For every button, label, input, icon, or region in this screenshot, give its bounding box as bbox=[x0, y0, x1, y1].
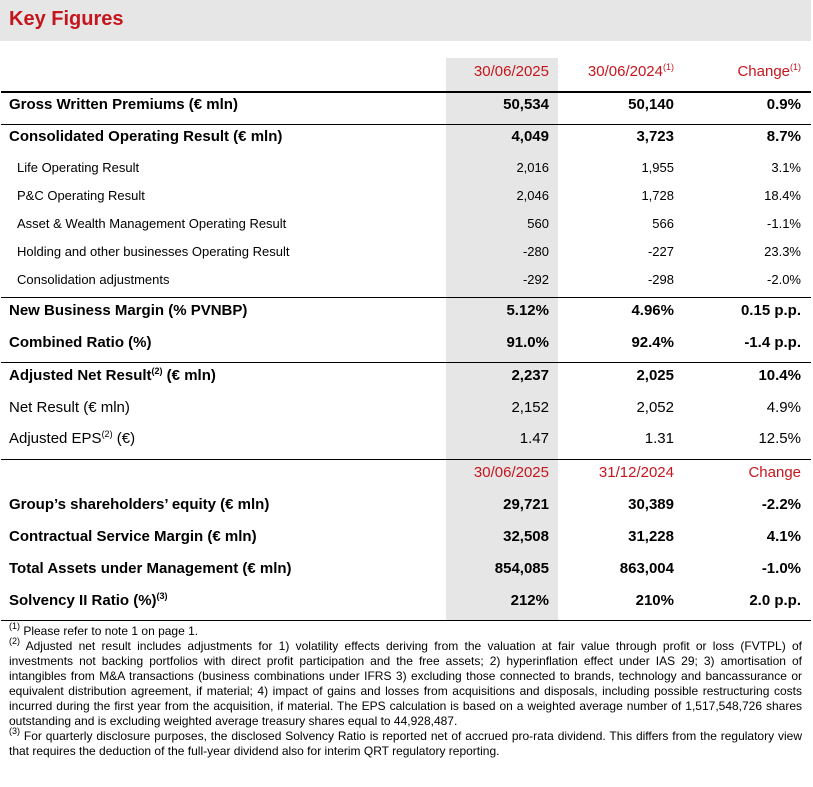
row-label: Group’s shareholders’ equity (€ mln) bbox=[9, 496, 270, 513]
divider bbox=[1, 91, 811, 93]
column-header-change: Change$^{(1)}$ bbox=[737, 62, 801, 80]
value-previous: 1,728 bbox=[641, 188, 674, 203]
value-previous: -298 bbox=[647, 272, 674, 287]
divider bbox=[1, 124, 811, 125]
divider bbox=[1, 459, 811, 460]
value-current: 2,016 bbox=[516, 160, 549, 175]
value-change: -1.0% bbox=[761, 560, 801, 577]
title-bar bbox=[0, 0, 811, 41]
value-current: 4,049 bbox=[511, 128, 549, 145]
value-previous: -227 bbox=[647, 244, 674, 259]
row-label: Contractual Service Margin (€ mln) bbox=[9, 528, 257, 545]
divider bbox=[1, 362, 811, 363]
value-change: 23.3% bbox=[764, 244, 801, 259]
footnote: $^{(1)}$ Please refer to note 1 on page 1. bbox=[9, 621, 199, 638]
value-current: -292 bbox=[522, 272, 549, 287]
value-current: 560 bbox=[527, 216, 549, 231]
value-change: 8.7% bbox=[766, 128, 801, 145]
column-header-row bbox=[0, 464, 811, 484]
row-label: Holding and other businesses Operating Result bbox=[17, 244, 290, 259]
value-current: 32,508 bbox=[503, 528, 549, 545]
row-label: Asset & Wealth Management Operating Result bbox=[17, 216, 287, 231]
value-current: 50,534 bbox=[503, 96, 549, 113]
value-previous: 30,389 bbox=[628, 496, 674, 513]
footnote: $^{(3)}$ For quarterly disclosure purposes, the disclosed Solvency Ratio is reported net of accrued pro-rata dividend. This differs from the regulatory view that requires the deduction of the full-year dividend also for interim QRT regulatory reporting. bbox=[9, 726, 802, 758]
value-current: 2,152 bbox=[511, 399, 549, 416]
row-label: Total Assets under Management (€ mln) bbox=[9, 560, 292, 577]
value-change: 10.4% bbox=[758, 367, 801, 384]
column-header-change: Change bbox=[748, 464, 801, 481]
value-change: -1.4 p.p. bbox=[744, 334, 801, 351]
column-header-current: 30/06/2025 bbox=[473, 63, 549, 80]
value-previous: 4.96% bbox=[631, 302, 674, 319]
column-header-previous: 30/06/2024$^{(1)}$ bbox=[587, 62, 674, 80]
value-previous: 566 bbox=[652, 216, 674, 231]
row-label: Consolidated Operating Result (€ mln) bbox=[9, 128, 283, 145]
value-change: -2.2% bbox=[761, 496, 801, 513]
value-change: 0.9% bbox=[766, 96, 801, 113]
row-label: Net Result (€ mln) bbox=[9, 399, 130, 416]
value-current: 854,085 bbox=[494, 560, 549, 577]
value-change: 3.1% bbox=[771, 160, 801, 175]
value-previous: 1.31 bbox=[644, 430, 674, 447]
value-previous: 863,004 bbox=[619, 560, 674, 577]
value-previous: 50,140 bbox=[628, 96, 674, 113]
value-change: 4.9% bbox=[766, 399, 801, 416]
value-current: 212% bbox=[510, 592, 549, 609]
value-current: -280 bbox=[522, 244, 549, 259]
value-current: 1.47 bbox=[519, 430, 549, 447]
column-header-previous: 31/12/2024 bbox=[598, 464, 674, 481]
value-previous: 3,723 bbox=[636, 128, 674, 145]
value-current: 2,237 bbox=[511, 367, 549, 384]
value-change: 0.15 p.p. bbox=[740, 302, 801, 319]
footnote: $^{(2)}$ Adjusted net result includes adjustments for 1) volatility effects deriving from the valuation at fair value through profit or loss (FVTPL) of investments not backing portfolios with direct profit participation and the free assets; 2) hyperinflation effect under IAS 29; 3) amortisation of intangibles from M&A transactions (business combinations under IFRS 3) excluding those connected to brands, technology and bancassurance or equivalent distribution agreement, if material; 4) impact of gains and losses from acquisitions and disposals, including possible restructuring costs incurred during the first year from the acquisition, if material. The EPS calculation is based on a weighted average number of 1,517,548,726 shares outstanding and is excluding weighted average treasury shares equal to 44,928,487. bbox=[9, 636, 802, 728]
divider bbox=[1, 620, 811, 621]
value-change: 2.0 p.p. bbox=[749, 592, 801, 609]
value-previous: 31,228 bbox=[628, 528, 674, 545]
value-previous: 2,052 bbox=[636, 399, 674, 416]
footnotes bbox=[9, 621, 802, 759]
value-previous: 2,025 bbox=[636, 367, 674, 384]
value-previous: 1,955 bbox=[641, 160, 674, 175]
row-label: Adjusted EPS$^{(2)}$ (€) bbox=[9, 429, 136, 447]
value-current: 29,721 bbox=[503, 496, 549, 513]
page-title: Key Figures bbox=[9, 8, 124, 30]
row-label: Life Operating Result bbox=[17, 160, 140, 175]
value-current: 91.0% bbox=[506, 334, 549, 351]
row-label: P&C Operating Result bbox=[17, 188, 145, 203]
divider bbox=[1, 297, 811, 298]
value-change: -1.1% bbox=[767, 216, 801, 231]
value-change: 12.5% bbox=[758, 430, 801, 447]
value-change: -2.0% bbox=[767, 272, 801, 287]
row-label: New Business Margin (% PVNBP) bbox=[9, 302, 248, 319]
value-current: 5.12% bbox=[506, 302, 549, 319]
column-header-row bbox=[0, 63, 811, 83]
value-previous: 210% bbox=[635, 592, 674, 609]
row-label: Solvency II Ratio (%)$^{(3)}$ bbox=[9, 591, 168, 609]
value-previous: 92.4% bbox=[631, 334, 674, 351]
row-label: Adjusted Net Result$^{(2)}$ (€ mln) bbox=[9, 366, 216, 384]
value-change: 4.1% bbox=[766, 528, 801, 545]
value-change: 18.4% bbox=[764, 188, 801, 203]
row-label: Gross Written Premiums (€ mln) bbox=[9, 96, 238, 113]
row-label: Combined Ratio (%) bbox=[9, 334, 152, 351]
column-header-current: 30/06/2025 bbox=[473, 464, 549, 481]
row-label: Consolidation adjustments bbox=[17, 272, 170, 287]
value-current: 2,046 bbox=[516, 188, 549, 203]
